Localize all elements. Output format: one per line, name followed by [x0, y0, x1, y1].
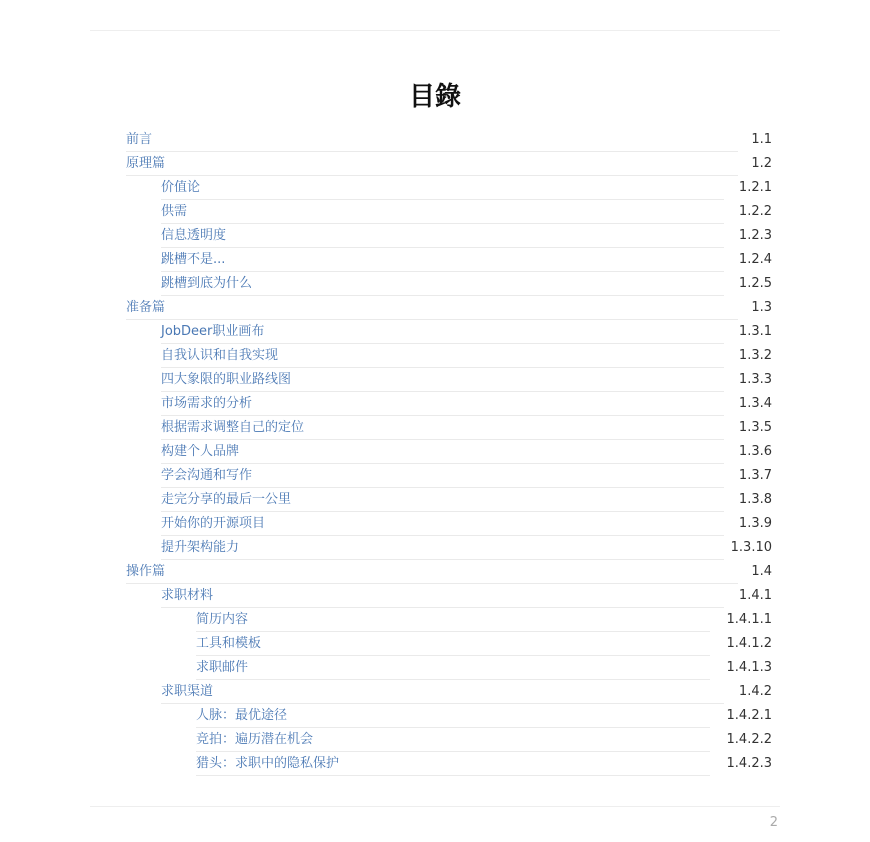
toc-entry-number: 1.4.2.3 — [726, 756, 772, 771]
toc-entry[interactable] — [0, 368, 870, 392]
toc-entry-number: 1.3.5 — [738, 420, 772, 435]
toc-entry-number: 1.2.4 — [738, 252, 772, 267]
toc-entry-link[interactable]: 工具和模板 — [196, 636, 262, 651]
toc-entry[interactable] — [0, 128, 870, 152]
toc-entry-number: 1.3.8 — [738, 492, 772, 507]
toc-entry-link[interactable]: 自我认识和自我实现 — [161, 348, 279, 363]
toc-entry-link[interactable]: 供需 — [161, 204, 188, 219]
toc-entry-link[interactable]: 求职材料 — [161, 588, 214, 603]
table-of-contents — [0, 128, 870, 776]
toc-entry[interactable] — [0, 296, 870, 320]
toc-entry-number: 1.2.3 — [738, 228, 772, 243]
bottom-divider — [90, 806, 780, 807]
toc-entry[interactable] — [0, 344, 870, 368]
toc-entry-link[interactable]: 人脉：最优途径 — [196, 708, 288, 723]
toc-entry-number: 1.3.2 — [738, 348, 772, 363]
toc-entry[interactable] — [0, 536, 870, 560]
toc-entry[interactable] — [0, 440, 870, 464]
page-number: 2 — [769, 815, 778, 830]
toc-entry-number: 1.3.1 — [738, 324, 772, 339]
toc-entry[interactable] — [0, 392, 870, 416]
toc-entry[interactable] — [0, 584, 870, 608]
toc-entry[interactable] — [0, 152, 870, 176]
toc-entry-number: 1.2 — [751, 156, 772, 171]
toc-entry[interactable] — [0, 200, 870, 224]
toc-entry-link[interactable]: JobDeer职业画布 — [161, 324, 265, 339]
toc-entry-link[interactable]: 猎头：求职中的隐私保护 — [196, 756, 340, 771]
toc-entry-link[interactable]: 求职邮件 — [196, 660, 249, 675]
toc-entry-link[interactable]: 简历内容 — [196, 612, 249, 627]
toc-entry[interactable] — [0, 560, 870, 584]
toc-entry[interactable] — [0, 752, 870, 776]
toc-entry-link[interactable]: 跳槽到底为什么 — [161, 276, 253, 291]
toc-entry-link[interactable]: 提升架构能力 — [161, 540, 240, 555]
toc-entry-link[interactable]: 根据需求调整自己的定位 — [161, 420, 305, 435]
toc-entry-number: 1.2.1 — [738, 180, 772, 195]
toc-entry-link[interactable]: 操作篇 — [126, 564, 166, 579]
toc-entry[interactable] — [0, 248, 870, 272]
toc-entry-number: 1.2.2 — [738, 204, 772, 219]
toc-entry[interactable] — [0, 512, 870, 536]
toc-entry-link[interactable]: 前言 — [126, 132, 153, 147]
toc-entry-link[interactable]: 跳槽不是... — [161, 252, 226, 267]
toc-entry-number: 1.3.4 — [738, 396, 772, 411]
toc-entry-number: 1.1 — [751, 132, 772, 147]
toc-entry[interactable] — [0, 680, 870, 704]
toc-entry-link[interactable]: 学会沟通和写作 — [161, 468, 253, 483]
toc-entry-link[interactable]: 开始你的开源项目 — [161, 516, 266, 531]
toc-entry[interactable] — [0, 416, 870, 440]
toc-entry-link[interactable]: 信息透明度 — [161, 228, 227, 243]
toc-entry-number: 1.4.1.1 — [726, 612, 772, 627]
toc-entry-number: 1.4.2.1 — [726, 708, 772, 723]
toc-entry-number: 1.3.3 — [738, 372, 772, 387]
toc-entry-link[interactable]: 原理篇 — [126, 156, 166, 171]
toc-entry-number: 1.3.9 — [738, 516, 772, 531]
toc-entry[interactable] — [0, 176, 870, 200]
toc-entry-number: 1.4.1 — [738, 588, 772, 603]
toc-entry-link[interactable]: 准备篇 — [126, 300, 166, 315]
toc-entry[interactable] — [0, 608, 870, 632]
toc-entry[interactable] — [0, 320, 870, 344]
toc-entry[interactable] — [0, 464, 870, 488]
toc-entry-link[interactable]: 竞拍：遍历潜在机会 — [196, 732, 314, 747]
toc-entry-number: 1.2.5 — [738, 276, 772, 291]
toc-entry-number: 1.3 — [751, 300, 772, 315]
toc-entry-link[interactable]: 构建个人品牌 — [161, 444, 240, 459]
toc-entry-number: 1.4.1.2 — [726, 636, 772, 651]
toc-entry-number: 1.4.2.2 — [726, 732, 772, 747]
toc-entry-link[interactable]: 市场需求的分析 — [161, 396, 253, 411]
toc-entry[interactable] — [0, 632, 870, 656]
toc-entry[interactable] — [0, 728, 870, 752]
page-title: 目錄 — [408, 82, 461, 112]
top-divider — [90, 30, 780, 31]
toc-entry-link[interactable]: 价值论 — [161, 180, 201, 195]
toc-entry-number: 1.3.6 — [738, 444, 772, 459]
toc-entry[interactable] — [0, 488, 870, 512]
toc-entry-link[interactable]: 四大象限的职业路线图 — [161, 372, 292, 387]
toc-entry-link[interactable]: 求职渠道 — [161, 684, 214, 699]
toc-entry-number: 1.4.1.3 — [726, 660, 772, 675]
toc-entry[interactable] — [0, 272, 870, 296]
toc-entry-number: 1.4.2 — [738, 684, 772, 699]
toc-entry-underline — [196, 775, 710, 776]
toc-entry[interactable] — [0, 224, 870, 248]
toc-entry[interactable] — [0, 704, 870, 728]
toc-entry-number: 1.3.10 — [730, 540, 772, 555]
toc-entry[interactable] — [0, 656, 870, 680]
toc-entry-number: 1.4 — [751, 564, 772, 579]
toc-entry-link[interactable]: 走完分享的最后一公里 — [161, 492, 292, 507]
toc-entry-number: 1.3.7 — [738, 468, 772, 483]
